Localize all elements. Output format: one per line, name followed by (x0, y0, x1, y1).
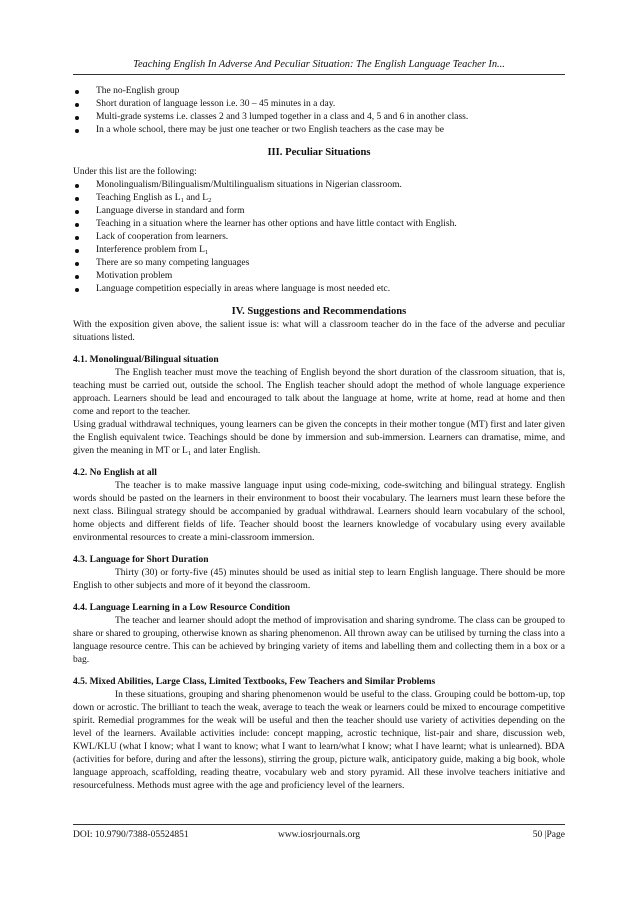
paragraph: The English teacher must move the teaching of English beyond the short duration of the classroom situation, that is, teaching must be carried out, outside the school. The English teacher should adopt the method of whole language experience approach. Learners should be lead and encouraged to talk about the language at home, write at home, read at home and then come and report to the teacher. (73, 368, 565, 417)
subscript: 1 (204, 249, 209, 256)
paragraph: Thirty (30) or forty-five (45) minutes should be used as initial step to learn English language. There should be more English to other subjects and more of it beyond the classroom. (73, 568, 565, 591)
page-footer (73, 829, 565, 842)
list-item: The no-English group (73, 85, 565, 98)
list-item (73, 192, 565, 205)
paragraph-text: Using gradual withdrawal techniques, young learners can be given the concepts in their mother tongue (MT) first and later given the English equivalent twice. Teachings should be done by immersion and sub-immersion. Learners can dramatise, mime, and given the meaning in MT or L (73, 420, 565, 456)
page-content (73, 85, 565, 793)
section-intro: With the exposition given above, the salient issue is: what will a classroom teacher do in the face of the adverse and peculiar situations listed. (73, 320, 565, 343)
list-item-text: Teaching English as L (96, 193, 181, 203)
list-item: Language diverse in standard and form (73, 205, 565, 218)
section-intro: Under this list are the following: (73, 167, 197, 177)
paragraph-text: and later English. (191, 446, 261, 456)
list-item: Multi-grade systems i.e. classes 2 and 3 lumped together in a class and 4, 5 and 6 in another class. (73, 111, 565, 124)
subsection-heading-4-2: 4.2. No English at all (73, 468, 157, 478)
subsection-heading-4-5: 4.5. Mixed Abilities, Large Class, Limited Textbooks, Few Teachers and Similar Problems (73, 677, 436, 687)
journal-website-link[interactable]: www.iosrjournals.org (277, 830, 361, 840)
list-item (73, 244, 565, 257)
section-heading-suggestions: IV. Suggestions and Recommendations (231, 306, 407, 317)
list-item: Short duration of language lesson i.e. 30 – 45 minutes in a day. (73, 98, 565, 111)
list-item: There are so many competing languages (73, 257, 565, 270)
footer-rule (73, 824, 565, 825)
running-header: Teaching English In Adverse And Peculiar Situation: The English Language Teacher In... (133, 59, 505, 70)
subsection-heading-4-4: 4.4. Language Learning in a Low Resource Condition (73, 603, 291, 613)
page-number: 50 |Page (532, 830, 565, 840)
subscript: 2 (208, 197, 212, 204)
list-item-text: and L (183, 193, 209, 203)
paragraph: The teacher and learner should adopt the method of improvisation and sharing syndrome. The class can be grouped to share or shared to grouping, otherwise known as sharing phenomenon. All thrown away can be utilised by turning the class into a language resource centre. This can be achieved by bringing variety of items and labelling them and collecting them in a box or a bag. (73, 616, 565, 665)
list-item: Motivation problem (73, 270, 565, 283)
peculiar-situations-list (73, 179, 565, 296)
header-rule (73, 74, 565, 75)
paragraph (73, 419, 565, 458)
subsection-heading-4-1: 4.1. Monolingual/Bilingual situation (73, 355, 219, 365)
subsection-heading-4-3: 4.3. Language for Short Duration (73, 555, 209, 565)
list-item: Lack of cooperation from learners. (73, 231, 565, 244)
doi-text: DOI: 10.9790/7388-05524851 (73, 830, 189, 840)
paragraph: In these situations, grouping and sharing phenomenon would be useful to the class. Grouping could be bottom-up, top down or acrostic. The brilliant to teach the weak, average to teach the weak or learners could be mixed to encourage competitive spirit. Remedial programmes for the weak will be useful and then the teacher should use variety of activities depending on the level of the learners. Available activities include: concept mapping, acrostic technique, list-pair and share, discussion web, KWL/KLU (what I know; what I want to know; what I want to learn/what I know; what I have learnt; what is unlearned). BDA (activities for before, during and after the lessons), stirring the group, picture walk, anticipatory guide, making a big book, whole language approach, scaffolding, reading theatre, vocabulary web and story pyramid. All these involve teachers initiative and resourcefulness. Methods must agree with the age and proficiency level of the learners. (73, 690, 565, 791)
list-item: In a whole school, there may be just one teacher or two English teachers as the case may be (73, 124, 565, 137)
list-item-text: Interference problem from L (96, 245, 205, 255)
list-item: Language competition especially in areas where language is most needed etc. (73, 283, 565, 296)
subscript: 1 (180, 197, 184, 204)
list-item: Monolingualism/Bilingualism/Multilingualism situations in Nigerian classroom. (73, 179, 565, 192)
list-item: Teaching in a situation where the learner has other options and have little contact with English. (73, 218, 565, 231)
paragraph: The teacher is to make massive language input using code-mixing, code-switching and bilingual strategy. English words should be pasted on the learners in their environment to boost their vocabulary. The learners must learn these before the next class. Bilingual strategy should be accompanied by gradual withdrawal. Learners should learn vocabulary of the school, home objects and different fields of life. Teacher should boost the learners knowledge of vocabulary using every available environmental resources to create a mini-classroom immersion. (73, 481, 565, 543)
subscript: 1 (187, 450, 192, 457)
top-bullet-list (73, 85, 565, 137)
section-heading-peculiar-situations: III. Peculiar Situations (267, 147, 371, 158)
